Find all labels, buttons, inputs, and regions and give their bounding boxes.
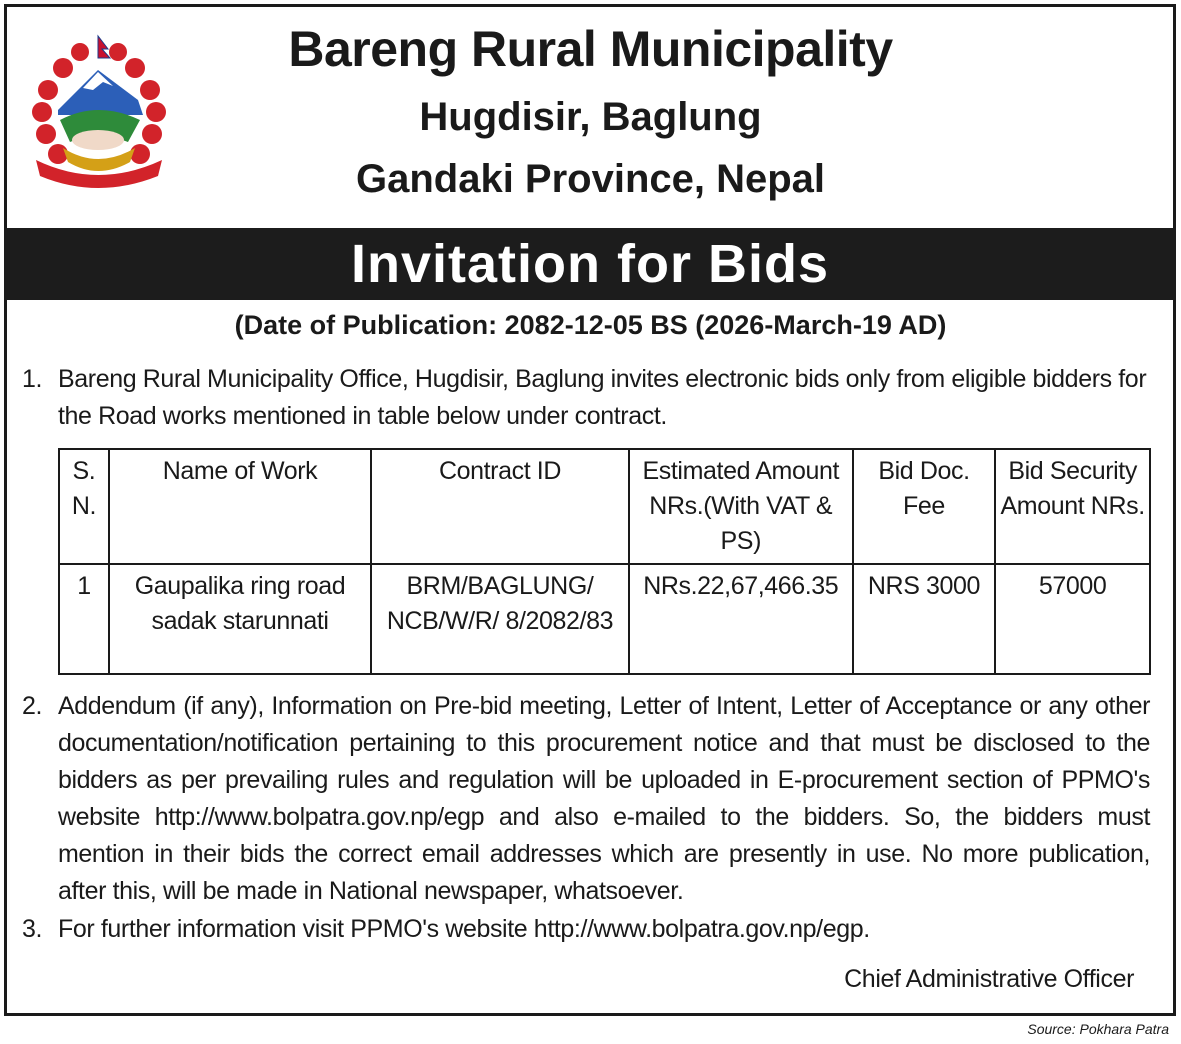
header-name-of-work: Name of Work [109, 449, 371, 564]
header-estimated-amount: Estimated Amount NRs.(With VAT & PS) [629, 449, 853, 564]
paragraph-text: For further information visit PPMO's website http://www.bolpatra.gov.np/egp. [58, 915, 870, 943]
paragraph-1 [22, 361, 1150, 435]
header-sn: S. N. [59, 449, 109, 564]
address-line-2: Gandaki Province, Nepal [355, 157, 826, 201]
table-header-row [59, 449, 1150, 564]
publication-date: (Date of Publication: 2082-12-05 BS (2026-March-19 AD) [234, 310, 947, 340]
municipality-title: Bareng Rural Municipality [288, 21, 893, 77]
paragraph-text: Addendum (if any), Information on Pre-bid meeting, Letter of Intent, Letter of Acceptance or any other documentation/notification pertaining to this procurement notice and that must be disclosed to the bidders as per prevailing rules and regulation will be uploaded in E-procurement section of PPMO's website http://www.bolpatra.gov.np/egp and also e-mailed to the bidders. So, the bidders must mention in their bids the correct email addresses which are presently in use. No more publication, after this, will be made in National newspaper, whatsoever. [58, 692, 1150, 905]
header-bid-doc-fee: Bid Doc. Fee [853, 449, 996, 564]
cell-bid-doc-fee: NRS 3000 [853, 564, 996, 674]
header-contract-id: Contract ID [371, 449, 629, 564]
cell-sn: 1 [59, 564, 109, 674]
bid-table [58, 448, 1151, 675]
cell-bid-security: 57000 [995, 564, 1150, 674]
invitation-banner: Invitation for Bids [4, 228, 1176, 300]
address-line-1: Hugdisir, Baglung [419, 95, 762, 139]
paragraph-number: 1. [22, 365, 43, 393]
paragraph-number: 2. [22, 692, 43, 720]
cell-contract-id: BRM/BAGLUNG/ NCB/W/R/ 8/2082/83 [371, 564, 629, 674]
paragraph-2 [22, 688, 1150, 910]
table-row [59, 564, 1150, 674]
cell-estimated-amount: NRs.22,67,466.35 [629, 564, 853, 674]
cell-name-of-work: Gaupalika ring road sadak starunnati [109, 564, 371, 674]
signature-title: Chief Administrative Officer [844, 965, 1134, 993]
paragraph-text: Bareng Rural Municipality Office, Hugdisir, Baglung invites electronic bids only from eligible bidders for the Road works mentioned in table below under contract. [58, 365, 1147, 430]
source-caption: Source: Pokhara Patra [1027, 1021, 1169, 1037]
paragraph-3 [22, 911, 1150, 948]
header-bid-security: Bid Security Amount NRs. [995, 449, 1150, 564]
paragraph-number: 3. [22, 915, 43, 943]
